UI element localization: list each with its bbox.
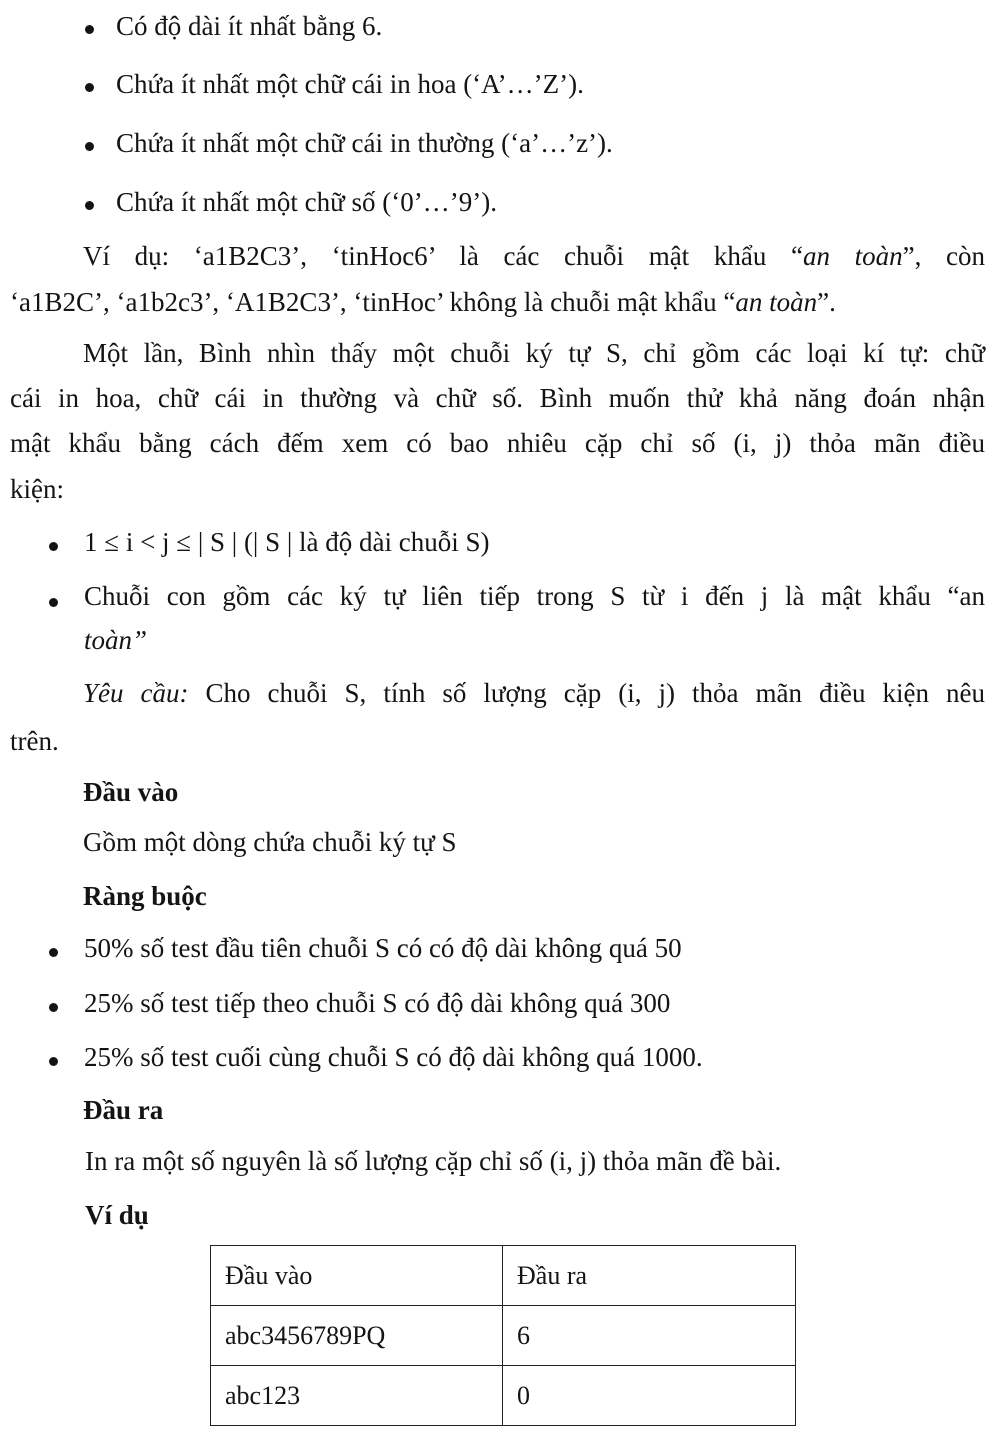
bullet-dot <box>85 142 94 151</box>
constraint-item: 25% số test tiếp theo chuỗi S có độ dài không quá 300 <box>84 988 671 1018</box>
example-text: ”. <box>817 287 836 317</box>
condition-item: Chuỗi con gồm các ký tự liên tiếp trong S từ i đến j là mật khẩu “an <box>84 581 985 611</box>
table-row <box>211 1366 796 1426</box>
problem-paragraph-line: cái in hoa, chữ cái in thường và chữ số. Bình muốn thử khả năng đoán nhận <box>10 383 985 413</box>
example-table <box>210 1245 796 1426</box>
condition-item-continued: toàn” <box>84 625 148 655</box>
bullet-dot <box>49 542 58 551</box>
bullet-dot <box>49 598 58 607</box>
table-cell: 0 <box>503 1366 796 1426</box>
bullet-dot <box>85 25 94 34</box>
table-header-cell: Đầu vào <box>211 1246 503 1306</box>
table-cell: abc123 <box>211 1366 503 1426</box>
input-description: Gồm một dòng chứa chuỗi ký tự S <box>83 827 457 857</box>
table-header-row <box>211 1246 796 1306</box>
input-heading: Đầu vào <box>83 777 179 807</box>
bullet-dot <box>49 1057 58 1066</box>
example-text: ‘a1B2C’, ‘a1b2c3’, ‘A1B2C3’, ‘tinHoc’ không là chuỗi mật khẩu “ <box>10 287 736 317</box>
problem-paragraph-line: mật khẩu bằng cách đếm xem có bao nhiêu cặp chỉ số (i, j) thỏa mãn điều <box>10 428 985 458</box>
criteria-item: Chứa ít nhất một chữ cái in hoa (‘A’…’Z’). <box>116 69 584 99</box>
problem-paragraph-line: kiện: <box>10 474 64 504</box>
output-heading: Đầu ra <box>83 1095 164 1125</box>
criteria-item: Có độ dài ít nhất bằng 6. <box>116 11 383 41</box>
bullet-dot <box>49 1003 58 1012</box>
output-description: In ra một số nguyên là số lượng cặp chỉ số (i, j) thỏa mãn đề bài. <box>85 1146 782 1176</box>
constraint-item: 50% số test đầu tiên chuỗi S có có độ dài không quá 50 <box>84 933 682 963</box>
table-row <box>211 1306 796 1366</box>
constraint-item: 25% số test cuối cùng chuỗi S có độ dài không quá 1000. <box>84 1042 703 1072</box>
example-text: Ví dụ: ‘a1B2C3’, ‘tinHoc6’ là các chuỗi mật khẩu “ <box>83 241 803 271</box>
example-paragraph-line <box>83 243 985 270</box>
table-cell: abc3456789PQ <box>211 1306 503 1366</box>
table-header-cell: Đầu ra <box>503 1246 796 1306</box>
example-heading: Ví dụ <box>85 1200 149 1230</box>
criteria-item: Chứa ít nhất một chữ số (‘0’…’9’). <box>116 187 497 217</box>
emphasis-text: an toàn <box>735 287 818 317</box>
emphasis-text: an toàn <box>802 241 903 271</box>
requirement-line: trên. <box>10 726 59 756</box>
requirement-line <box>83 680 985 707</box>
table-cell: 6 <box>503 1306 796 1366</box>
problem-paragraph-line: Một lần, Bình nhìn thấy một chuỗi ký tự S, chỉ gồm các loại kí tự: chữ <box>83 338 985 368</box>
example-text: ”, còn <box>902 241 985 271</box>
bullet-dot <box>49 948 58 957</box>
criteria-item: Chứa ít nhất một chữ cái in thường (‘a’…’z’). <box>116 128 613 158</box>
constraints-heading: Ràng buộc <box>83 881 207 911</box>
condition-item: 1 ≤ i < j ≤ | S | (| S | là độ dài chuỗi S) <box>84 527 490 557</box>
bullet-dot <box>85 201 94 210</box>
example-paragraph-line <box>10 289 836 316</box>
bullet-dot <box>85 83 94 92</box>
requirement-label: Yêu cầu: <box>83 678 189 708</box>
requirement-text: Cho chuỗi S, tính số lượng cặp (i, j) thỏa mãn điều kiện nêu <box>188 678 986 708</box>
